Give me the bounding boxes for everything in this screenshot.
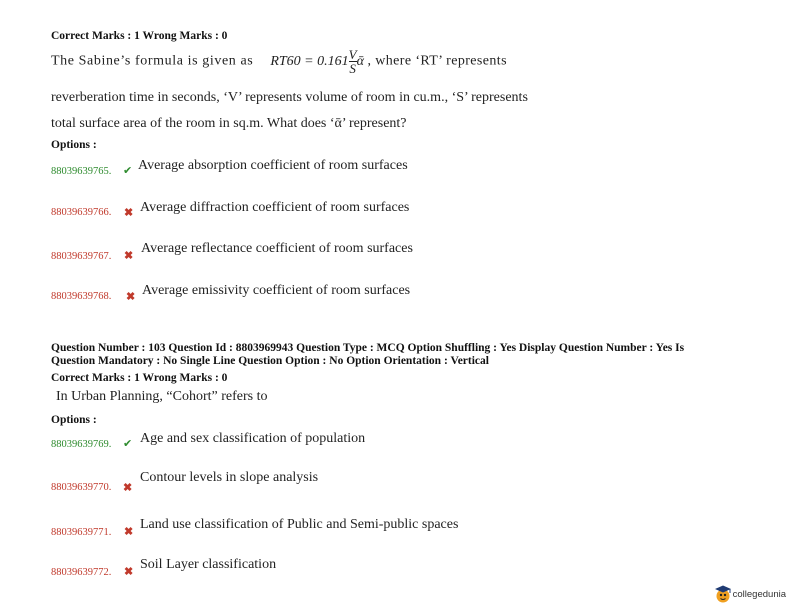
option-text: Average diffraction coefficient of room surfaces — [140, 200, 410, 215]
option-id: 88039639770. — [51, 482, 112, 493]
q102-stem-line2: reverberation time in seconds, ‘V’ represents volume of room in cu.m., ‘S’ represents — [51, 90, 528, 105]
option-id: 88039639767. — [51, 251, 112, 262]
q102-stem-part1: The Sabine’s formula is given as — [51, 53, 254, 69]
option-text: Land use classification of Public and Semi-public spaces — [140, 517, 459, 532]
option-id: 88039639771. — [51, 527, 112, 538]
q103-options-label: Options : — [51, 414, 97, 426]
option-text: Contour levels in slope analysis — [140, 470, 319, 485]
q103-meta-line2: Question Mandatory : No Single Line Question Option : No Option Orientation : Vertical — [51, 355, 489, 367]
option-text: Average emissivity coefficient of room surfaces — [142, 283, 411, 298]
option-id: 88039639769. — [51, 439, 112, 450]
formula-alpha: ᾱ — [356, 53, 364, 69]
formula-numerator: V — [348, 47, 357, 62]
option-id: 88039639772. — [51, 567, 112, 578]
q103-meta-line1: Question Number : 103 Question Id : 8803969943 Question Type : MCQ Option Shuffling : Yes Display Question Number : Yes Is — [51, 342, 685, 354]
option-id: 88039639768. — [51, 291, 112, 302]
q102-formula — [270, 47, 367, 76]
option-id: 88039639766. — [51, 207, 112, 218]
formula-denominator: S — [349, 61, 356, 76]
q102-stem-line1 — [51, 48, 507, 75]
collegedunia-logo — [713, 584, 786, 604]
cross-icon: ✖ — [124, 207, 134, 219]
check-icon: ✔ — [123, 165, 133, 177]
cross-icon: ✖ — [123, 482, 133, 494]
option-id: 88039639765. — [51, 166, 112, 177]
option-text: Age and sex classification of population — [140, 431, 366, 446]
formula-fraction — [349, 48, 357, 75]
q102-marks-line: Correct Marks : 1 Wrong Marks : 0 — [51, 30, 228, 42]
graduation-cap-icon — [713, 584, 733, 604]
q102-options-label: Options : — [51, 139, 97, 151]
cross-icon: ✖ — [126, 291, 136, 303]
cross-icon: ✖ — [124, 250, 134, 262]
formula-lhs: RT60 = 0.161 — [270, 53, 349, 69]
cross-icon: ✖ — [124, 566, 134, 578]
q102-stem-line3: total surface area of the room in sq.m. What does ‘ᾱ’ represent? — [51, 116, 407, 131]
cross-icon: ✖ — [124, 526, 134, 538]
option-text: Soil Layer classification — [140, 557, 277, 572]
logo-text: collegedunia — [732, 588, 786, 600]
q103-stem: In Urban Planning, “Cohort” refers to — [56, 389, 268, 404]
option-text: Average absorption coefficient of room surfaces — [138, 158, 408, 173]
q102-stem-part2: , where ‘RT’ represents — [367, 53, 507, 69]
check-icon: ✔ — [123, 438, 133, 450]
q103-marks-line: Correct Marks : 1 Wrong Marks : 0 — [51, 372, 228, 384]
option-text: Average reflectance coefficient of room surfaces — [141, 241, 413, 256]
